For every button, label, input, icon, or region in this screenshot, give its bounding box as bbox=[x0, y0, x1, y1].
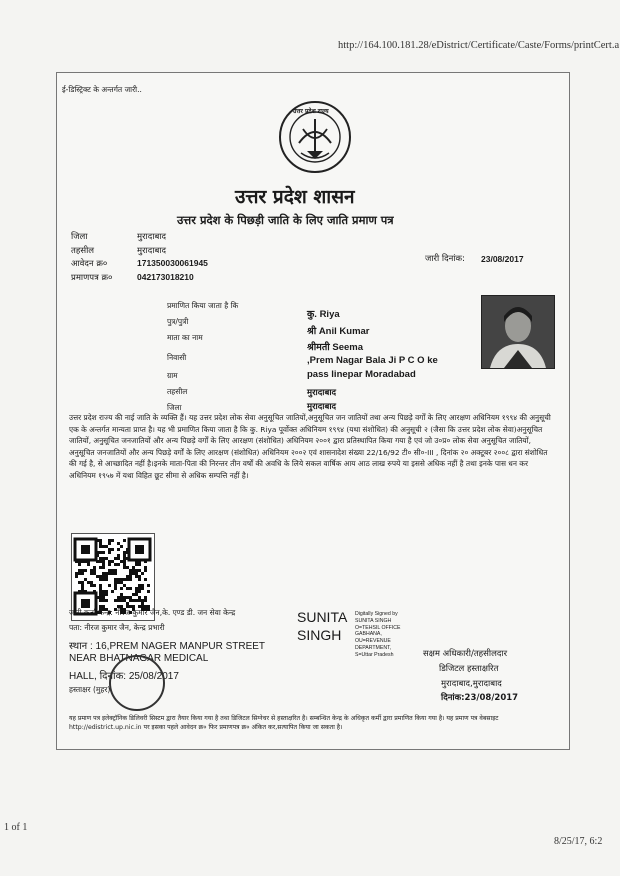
certify-value-address-2: pass linepar Moradabad bbox=[307, 369, 416, 380]
sub-title: उत्तर प्रदेश के पिछड़ी जाति के लिए जाति प्रमाण पत्र bbox=[177, 213, 394, 227]
info-label-certificate: प्रमाणपत्र क्र० bbox=[71, 273, 113, 283]
certify-value-name: कु. Riya bbox=[307, 309, 340, 320]
verification-note: यह प्रमाण पत्र इलेक्ट्रॉनिक डिलिवरी सिस्टम द्वारा तैयार किया गया है तथा डिजिटल सिग्नेचर से हस्ताक्षरित है। सम्बन्धित केन्द्र के अधिकृत कर्मी द्वारा प्रमाणित किया गया है। यह प्रमाण पत्र वेबसाइट http://edistrict.up.nic.in पर इसका पहले आवेदन क्र० फिर प्रमाणपत्र क्र० अंकित कर,सत्यापित किया जा सकता है। bbox=[69, 715, 499, 731]
info-value-certificate: 042173018210 bbox=[137, 272, 194, 282]
page-count: 1 of 1 bbox=[4, 822, 28, 833]
issue-date-value: 23/08/2017 bbox=[481, 254, 524, 264]
issuer-place-2: NEAR BHATNAGAR MEDICAL bbox=[69, 653, 209, 664]
certify-label-tehsil: तहसील bbox=[167, 387, 188, 396]
emblem-text: उत्तर प्रदेश राज्य bbox=[293, 108, 329, 115]
issuer-signature: हस्ताक्षर (मुहर) bbox=[69, 685, 111, 694]
issuer-place: स्थान : 16,PREM NAGER MANPUR STREET bbox=[69, 641, 266, 652]
print-url: http://164.100.181.28/eDistrict/Certificate/Caste/Forms/printCert.a bbox=[338, 40, 620, 51]
certify-label-0: प्रमाणित किया जाता है कि bbox=[167, 301, 239, 310]
header-note: ई-डिस्ट्रिक्ट के अन्तर्गत जारी.. bbox=[62, 85, 142, 94]
applicant-photo bbox=[481, 295, 555, 369]
issuer-address: पता: नीरज कुमार जैन, केन्द्र प्रभारी bbox=[69, 623, 165, 632]
certificate-body-text: उत्तर प्रदेश राज्य की नाई जाति के व्यक्ति हैं। यह उत्तर प्रदेश लोक सेवा अनुसूचित जातियों,अनुसूचित जन जातियों तथा अन्य पिछड़े वर्गों के लिए आरक्षण अधिनियम १९९४ की अनुसूची एक के अन्तर्गत मान्यता प्राप्त है। यह भी प्रमाणित किया जाता है कि कु. Riya पूर्वोक्त अधिनियम १९९४ (यथा संशोधित) की अनुसूची २ (जैसा कि उत्तर प्रदेश लोक सेवा)अनुसूचित जातियों, अनुसूचित जनजातियों और अन्य पिछड़े वर्गों के लिए आरक्षण (संशोधित) अधिनियम २००१ द्वारा प्रतिस्थापित किया गया है एवं जो उ०प्र० लोक सेवा अनुसूचित जातियों, अनुसूचित जनजातियों और अन्य पिछड़े वर्गों के लिए आरक्षण (संशोधित) अधिनियम २००२ एवं शासनादेश संख्या 22/16/92 टी० सी०-III , दिनांक २० अक्टूबर २००८ द्वारा संशोधित की गई है, से आच्छादित नहीं है।इनके माता-पिता की निरन्तर तीन वर्षों की अवधि के लिये सकल वार्षिक आय आठ लाख रुपये या इससे अधिक नहीं है तथा इनके पास धन कर अधिनियम १९५७ में यथा विहित छूट सीमा से अधिक सम्पत्ति नहीं है। bbox=[69, 413, 551, 480]
info-value-district: मुरादाबाद bbox=[137, 232, 167, 242]
info-label-tehsil: तहसील bbox=[71, 246, 95, 256]
digital-sig-details: Digitally Signed by SUNITA SINGH O=TEHSIL OFFICE GABHANA, OU=REVENUE DEPARTMENT, S=Uttar Pradesh bbox=[355, 611, 401, 658]
authority-location: मुरादाबाद,मुरादाबाद bbox=[441, 679, 502, 689]
info-value-tehsil: मुरादाबाद bbox=[137, 246, 167, 256]
issuer-center: जारी कर्ता केन्द्र: नीरज कुमार जैन,के. एण्ड डी. जन सेवा केन्द्र bbox=[69, 608, 236, 617]
certify-value-district: मुरादाबाद bbox=[307, 402, 337, 412]
digital-sig-name-2: SINGH bbox=[297, 627, 342, 643]
info-label-district: जिला bbox=[71, 232, 88, 242]
info-value-application: 171350030061945 bbox=[137, 258, 208, 268]
certify-value-mother: श्रीमती Seema bbox=[307, 342, 364, 353]
info-label-application: आवेदन क्र० bbox=[71, 259, 108, 269]
certify-label-district: जिला bbox=[167, 403, 182, 412]
seal-stamp bbox=[109, 655, 165, 711]
authority-digital: डिजिटल हस्ताक्षरित bbox=[439, 664, 499, 674]
certify-label-3: निवासी bbox=[167, 353, 187, 362]
authority-title: सक्षम अधिकारी/तहसीलदार bbox=[423, 649, 508, 659]
main-title: उत्तर प्रदेश शासन bbox=[235, 186, 355, 208]
digital-sig-name-1: SUNITA bbox=[297, 609, 348, 625]
certify-value-address-1: ,Prem Nagar Bala Ji P C O ke bbox=[307, 355, 438, 366]
issue-date-label: जारी दिनांक: bbox=[425, 254, 465, 264]
certificate-sheet bbox=[56, 72, 570, 750]
certify-value-father: श्री Anil Kumar bbox=[307, 326, 370, 337]
certify-label-1: पुत्र/पुत्री bbox=[167, 317, 189, 326]
certify-label-2: माता का नाम bbox=[167, 333, 203, 342]
print-datetime: 8/25/17, 6:2 bbox=[554, 836, 603, 847]
certify-value-tehsil: मुरादाबाद bbox=[307, 388, 337, 398]
issuer-date: HALL, दिनांक: 25/08/2017 bbox=[69, 671, 179, 682]
certify-label-village: ग्राम bbox=[167, 371, 178, 380]
authority-date: दिनांक:23/08/2017 bbox=[441, 693, 519, 703]
